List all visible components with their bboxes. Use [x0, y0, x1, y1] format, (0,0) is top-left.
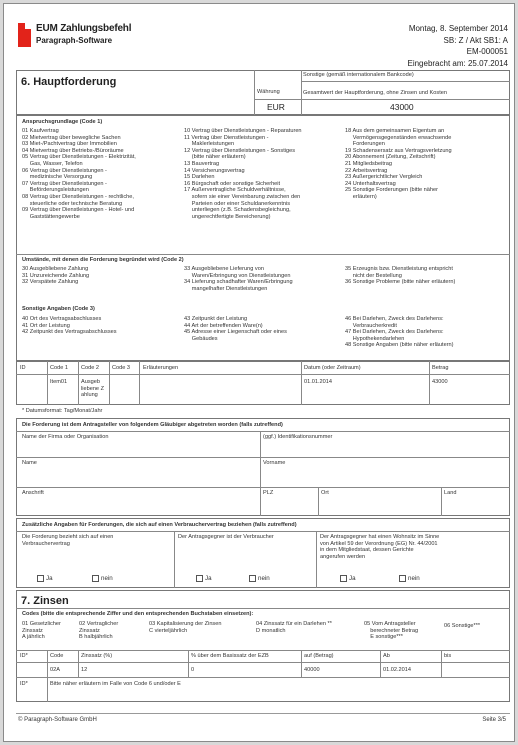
code-list-item: 40 Ort des Vertragsabschlusses [22, 316, 102, 322]
header-ref1: SB: Z / Akt SB1: A [443, 35, 508, 45]
interest-header-to: bis [444, 653, 452, 659]
interest-note-text: Bitte näher erläutern im Falle von Code 6 und/oder E [50, 681, 181, 687]
claims-cell-amount[interactable]: 43000 [432, 379, 448, 385]
name-label: Name [22, 460, 37, 466]
claims-cell-code1[interactable]: Item01 [50, 379, 68, 385]
brand-subtitle: Paragraph-Software [36, 36, 113, 45]
code1-title: Anspruchsgrundlage (Code 1) [22, 119, 103, 125]
code-list-item: 07 Vertrag über Dienstleistungen - [22, 180, 107, 187]
interest-header-from: Ab [383, 653, 390, 659]
assignment-title: Die Forderung ist dem Antragsteller von folgendem Gläubiger abgetreten worden (falls zutreffend) [22, 422, 283, 428]
code-list-item: 20 Abonnement (Zeitung, Zeitschrift) [345, 154, 436, 161]
code2-title: Umstände, mit denen die Forderung begründet wird (Code 2) [22, 257, 184, 263]
interest-code-05: 05 Vom Antragsteller berechneter Betrag E sonstige*** [364, 621, 419, 641]
code-list-item: 08 Vertrag über Dienstleistungen - rechtliche, [22, 193, 134, 200]
claims-header-notes: Erläuterungen [143, 365, 179, 371]
interest-header-id: ID* [20, 653, 28, 659]
code-list-item: 11 Vertrag über Dienstleistungen - [184, 134, 269, 141]
code-list-item: 32 Verspätete Zahlung [22, 279, 79, 286]
code-list-item: steuerliche oder technische Beratung [22, 200, 123, 207]
interest-header-code: Code [50, 653, 64, 659]
q1-yes[interactable] [37, 575, 53, 582]
interest-code-02: 02 Vertraglicher Zinssatz B halbjährlich [79, 621, 119, 641]
q1-yes-label: Ja [46, 575, 53, 583]
section6-title: 6. Hauptforderung [21, 76, 117, 88]
code3-title: Sonstige Angaben (Code 3) [22, 306, 95, 312]
brand-logo-notch [25, 23, 31, 29]
code-list-item: 02 Mietvertrag über bewegliche Sachen [22, 134, 121, 141]
interest-cell-rate[interactable]: 12 [81, 667, 88, 673]
code-list-item: 12 Vertrag über Dienstleistungen - Sonstiges [184, 147, 296, 154]
code-list-item: medizinische Versorgung [22, 174, 93, 181]
q2-yes[interactable] [196, 575, 212, 582]
interest-cell-amount[interactable]: 40000 [304, 667, 320, 673]
footer-copyright: © Paragraph-Software GmbH [18, 717, 97, 723]
code-list-item: 10 Vertrag über Dienstleistungen - Reparaturen [184, 128, 302, 134]
q2-no[interactable] [249, 575, 270, 582]
code-list-item: 21 Mitgliedsbeitrag [345, 160, 392, 167]
code-list-item: mangelhafter Dienstleistungen [184, 285, 268, 292]
code1-col3 [345, 128, 452, 201]
code-list-item: Parteien oder einer Schuldanerkenntnis [184, 200, 291, 207]
header-date: Montag, 8. September 2014 [408, 24, 508, 33]
code-list-item: 13 Bauvertrag [184, 160, 220, 167]
code-list-item: 23 Außergerichtlicher Vergleich [345, 174, 423, 181]
code-list-item: 18 Aus dem gemeinsamen Eigentum an [345, 128, 445, 134]
code-list-item: 36 Sonstige Probleme (bitte näher erläutern) [345, 279, 456, 286]
code-list-item: 17 Außervertragliche Schuldverhältnisse, [184, 187, 286, 194]
claims-header-code2: Code 2 [81, 365, 100, 371]
q1-no-label: nein [101, 575, 113, 583]
q1-yes-checkbox[interactable] [37, 575, 44, 582]
code-list-item: sofern sie einer Vereinbarung zwischen den [184, 193, 301, 200]
code-list-item: 48 Sonstige Angaben (bitte näher erläutern) [345, 342, 454, 349]
code-list-item: Forderungen [345, 141, 385, 148]
code-list-item: Verbraucherkredit [345, 322, 397, 329]
city-label: Ort [321, 490, 329, 496]
code-list-item: 46 Bei Darlehen, Zweck des Darlehens: [345, 316, 444, 322]
code-list-item: 04 Mietvertrag über Betriebs-/Büroräume [22, 147, 124, 154]
consumer-q1: Die Forderung bezieht sich auf einen Verbrauchervertrag [22, 534, 114, 547]
header-filed: Eingebracht am: 25.07.2014 [407, 58, 508, 68]
code-list-item: 45 Adresse einer Liegenschaft oder eines [184, 329, 287, 336]
date-format-note: * Datumsformat: Tag/Monat/Jahr [22, 408, 103, 414]
interest-code-03: 03 Kapitalisierung der Zinsen C vierteljährlich [149, 621, 222, 634]
code2-col1 [22, 266, 89, 286]
q3-yes[interactable] [340, 575, 356, 582]
code-list-item: Beförderungsleistungen [22, 187, 89, 194]
consumer-title: Zusätzliche Angaben für Forderungen, die sich auf einen Verbrauchervertrag beziehen (falls zutreffend) [22, 522, 297, 528]
code-list-item: 24 Unterhaltsvertrag [345, 180, 396, 187]
q3-no-checkbox[interactable] [399, 575, 406, 582]
code-list-item: erläutern) [345, 193, 377, 200]
claims-header-code1: Code 1 [50, 365, 69, 371]
code-list-item: 34 Lieferung schadhafter Waren/Erbringung [184, 279, 293, 286]
consumer-q3: Der Antragsgegner hat einen Wohnsitz im Sinne von Artikel 59 der Verordnung (EG) Nr. 44/2001 in dem Mitgliedstaat, dessen Gerichte angerufen werden [320, 534, 440, 560]
other-code-label: Sonstige (gemäß internationalem Bankcode) [303, 72, 414, 78]
q2-yes-checkbox[interactable] [196, 575, 203, 582]
q3-yes-label: Ja [349, 575, 356, 583]
interest-code-01: 01 Gesetzlicher Zinssatz A jährlich [22, 621, 61, 641]
section7-title: 7. Zinsen [21, 595, 69, 607]
q2-no-checkbox[interactable] [249, 575, 256, 582]
interest-cell-from[interactable]: 01.02.2014 [383, 667, 411, 673]
code-list-item: 33 Ausgebliebene Lieferung von [184, 266, 264, 272]
assignment-box [16, 418, 510, 516]
currency-value[interactable]: EUR [267, 102, 285, 112]
total-label: Gesamtwert der Hauptforderung, ohne Zinsen und Kosten [303, 90, 447, 96]
claims-header-id: ID [20, 365, 26, 371]
brand-title: EUM Zahlungsbefehl [36, 23, 132, 34]
code-list-item: Gebäudes [184, 335, 218, 342]
code2-col3 [345, 266, 455, 286]
claims-header-date: Datum (oder Zeitraum) [304, 365, 361, 371]
code-list-item: Vermögensgegenständen erwachsende [345, 134, 452, 141]
code-list-item: 43 Zeitpunkt der Leistung [184, 316, 248, 322]
code-list-item: 01 Kaufvertrag [22, 128, 59, 134]
country-label: Land [444, 490, 457, 496]
claims-header-code3: Code 3 [112, 365, 131, 371]
code-list-item: Waren/Erbringung von Dienstleistungen [184, 272, 291, 279]
code-list-item: 05 Vertrag über Dienstleistungen - Elektrizität, [22, 154, 136, 161]
code2-col2 [184, 266, 293, 292]
q2-no-label: nein [258, 575, 270, 583]
claims-cell-date[interactable]: 01.01.2014 [304, 379, 332, 385]
consumer-q2: Der Antragsgegner ist der Verbraucher [178, 534, 274, 540]
code-list-item: 14 Versicherungsvertrag [184, 167, 245, 174]
code-list-item: nicht der Bestellung [345, 272, 402, 279]
code-list-item: 19 Schadensersatz aus Vertragsverletzung [345, 147, 452, 154]
code-list-item: 30 Ausgebliebene Zahlung [22, 266, 89, 272]
address-label: Anschrift [22, 490, 44, 496]
code-list-item: unterliegen (z.B. Schadensbegleichung, [184, 207, 291, 214]
code-list-item: 16 Bürgschaft oder sonstige Sicherheit [184, 180, 281, 187]
code-list-item: 15 Darlehen [184, 174, 215, 181]
q3-no-label: nein [408, 575, 420, 583]
code-list-item: Maklerleistungen [184, 141, 235, 148]
total-value[interactable]: 43000 [390, 102, 414, 112]
code-list-item: 09 Vertrag über Dienstleistungen - Hotel- und [22, 207, 135, 214]
claims-cell-code2[interactable]: Ausgeb liebene Z ahlung [81, 379, 105, 399]
footer-page-number: Seite 3/5 [482, 717, 506, 723]
interest-header-rate: Zinssatz (%) [81, 653, 113, 659]
q2-yes-label: Ja [205, 575, 212, 583]
currency-label: Währung [257, 89, 280, 95]
code3-col2 [184, 316, 287, 342]
document-page [3, 3, 515, 742]
code-list-item: 47 Bei Darlehen, Zweck des Darlehens: [345, 329, 444, 336]
interest-code-04: 04 Zinssatz für ein Darlehen ** D monatlich [256, 621, 332, 634]
code-list-item: 35 Erzeugnis bzw. Dienstleistung entspricht [345, 266, 453, 272]
plz-label: PLZ [263, 490, 274, 496]
code3-col3 [345, 316, 454, 349]
q1-no[interactable] [92, 575, 113, 582]
code1-col2 [184, 128, 302, 220]
interest-note-id: ID* [20, 681, 28, 687]
code-list-item: 41 Ort der Leistung [22, 322, 70, 329]
company-label: Name der Firma oder Organisation [22, 434, 109, 440]
header-ref2: EM-000051 [466, 47, 508, 56]
code1-col1 [22, 128, 136, 220]
code-list-item: 06 Vertrag über Dienstleistungen - [22, 167, 107, 174]
interest-cell-code[interactable]: 02A [50, 667, 60, 673]
firstname-label: Vorname [263, 460, 286, 466]
interest-header-amount: auf (Betrag) [304, 653, 334, 659]
idnum-label: (ggf.) Identifikationsnummer [263, 434, 333, 440]
code-list-item: Gas, Wasser, Telefon [22, 160, 83, 167]
code-list-item: 25 Sonstige Forderungen (bitte näher [345, 187, 438, 194]
code-list-item: 22 Arbeitsvertrag [345, 167, 388, 174]
code-list-item: Hypothekendarlehen [345, 335, 405, 342]
code-list-item: ungerechtfertigte Bereicherung) [184, 213, 271, 220]
code-list-item: 31 Unzureichende Zahlung [22, 272, 90, 279]
code-list-item: 44 Art der betreffenden Ware(n) [184, 322, 263, 329]
q3-no[interactable] [399, 575, 420, 582]
interest-cell-over[interactable]: 0 [191, 667, 195, 673]
code-list-item: (bitte näher erläutern) [184, 154, 246, 161]
interest-header-over: % über dem Basissatz der EZB [191, 653, 269, 659]
q3-yes-checkbox[interactable] [340, 575, 347, 582]
code3-col1 [22, 316, 117, 336]
interest-codes-title: Codes (bitte die entsprechende Ziffer und den entsprechenden Buchstaben einsetzen): [22, 611, 254, 617]
code-list-item: 42 Zeitpunkt des Vertragsabschlusses [22, 329, 117, 336]
code-list-item: 03 Miet-/Pachtvertrag über Immobilien [22, 141, 117, 148]
interest-code-06: 06 Sonstige*** [444, 623, 481, 629]
code-list-item: Gaststättengewerbe [22, 213, 80, 220]
header-meta [407, 23, 508, 69]
q1-no-checkbox[interactable] [92, 575, 99, 582]
claims-header-amount: Betrag [432, 365, 449, 371]
